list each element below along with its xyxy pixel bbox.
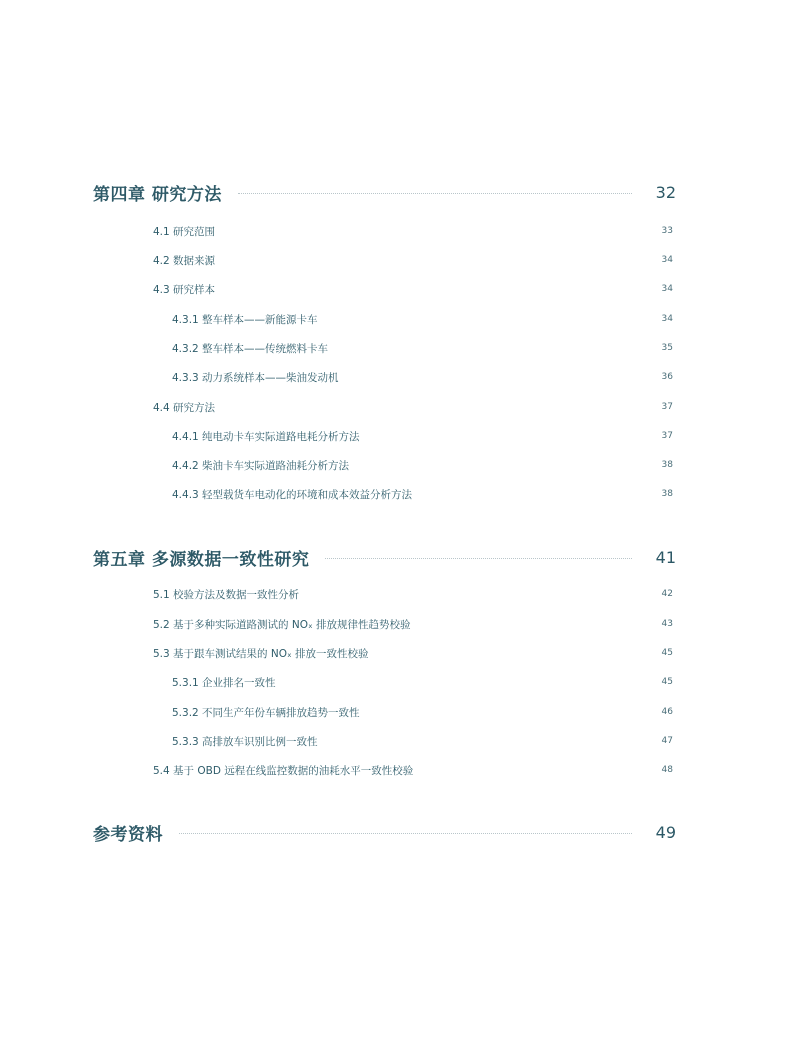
entry-title: 4.4.1 纯电动卡车实际道路电耗分析方法 <box>172 430 360 443</box>
entry-page-number: 45 <box>661 677 673 687</box>
toc-entry-5-3-1[interactable] <box>172 673 673 691</box>
entry-title: 4.4 研究方法 <box>153 401 216 414</box>
toc-entry-4-4-1[interactable] <box>172 427 673 445</box>
entry-page-number: 47 <box>661 736 673 746</box>
toc-entry-4-2[interactable] <box>153 251 673 269</box>
chapter-title: 参考资料 <box>93 824 163 845</box>
entry-title: 5.4 基于 OBD 远程在线监控数据的油耗水平一致性校验 <box>153 764 414 777</box>
toc-entry-5-1[interactable] <box>153 585 673 603</box>
chapter-5-heading[interactable] <box>93 543 676 571</box>
toc-entry-4-3-2[interactable] <box>172 339 673 357</box>
toc-entry-5-3-2[interactable] <box>172 703 673 721</box>
entry-page-number: 46 <box>661 707 673 717</box>
entry-title: 5.3 基于跟车测试结果的 NOₓ 排放一致性校验 <box>153 647 369 660</box>
toc-entry-5-3-3[interactable] <box>172 732 673 750</box>
entry-title: 5.1 校验方法及数据一致性分析 <box>153 588 300 601</box>
toc-entry-4-3-3[interactable] <box>172 368 673 386</box>
toc-entry-4-4-3[interactable] <box>172 485 673 503</box>
chapter-page-number: 32 <box>655 182 676 202</box>
chapter-title: 第四章 研究方法 <box>93 184 222 205</box>
entry-page-number: 34 <box>661 284 673 294</box>
entry-page-number: 36 <box>661 372 673 382</box>
toc-entry-4-3[interactable] <box>153 280 673 298</box>
entry-page-number: 38 <box>661 460 673 470</box>
entry-page-number: 33 <box>661 226 673 236</box>
entry-page-number: 38 <box>661 489 673 499</box>
dot-leader <box>325 558 632 559</box>
toc-entry-4-1[interactable] <box>153 222 673 240</box>
toc-entry-4-3-1[interactable] <box>172 310 673 328</box>
entry-page-number: 48 <box>661 765 673 775</box>
entry-page-number: 34 <box>661 255 673 265</box>
toc-entry-5-3[interactable] <box>153 644 673 662</box>
entry-title: 5.3.1 企业排名一致性 <box>172 676 276 689</box>
chapter-page-number: 41 <box>655 547 676 567</box>
entry-page-number: 45 <box>661 648 673 658</box>
entry-page-number: 35 <box>661 343 673 353</box>
entry-title: 4.3.3 动力系统样本——柴油发动机 <box>172 371 339 384</box>
toc-entry-5-2[interactable] <box>153 615 673 633</box>
entry-title: 4.3 研究样本 <box>153 283 216 296</box>
dot-leader <box>238 193 632 194</box>
entry-title: 4.3.2 整车样本——传统燃料卡车 <box>172 342 329 355</box>
toc-entry-5-4[interactable] <box>153 761 673 779</box>
toc-entry-4-4-2[interactable] <box>172 456 673 474</box>
chapter-4-heading[interactable] <box>93 178 676 206</box>
entry-title: 4.2 数据来源 <box>153 254 216 267</box>
entry-title: 4.3.1 整车样本——新能源卡车 <box>172 313 318 326</box>
dot-leader <box>179 833 632 834</box>
entry-page-number: 42 <box>661 589 673 599</box>
entry-page-number: 37 <box>661 402 673 412</box>
entry-page-number: 43 <box>661 619 673 629</box>
entry-title: 4.1 研究范围 <box>153 225 216 238</box>
chapter-page-number: 49 <box>655 822 676 842</box>
entry-page-number: 34 <box>661 314 673 324</box>
references-heading[interactable] <box>93 818 676 846</box>
entry-title: 5.3.3 高排放车识别比例一致性 <box>172 735 318 748</box>
entry-page-number: 37 <box>661 431 673 441</box>
entry-title: 5.2 基于多种实际道路测试的 NOₓ 排放规律性趋势校验 <box>153 618 411 631</box>
entry-title: 4.4.3 轻型载货车电动化的环境和成本效益分析方法 <box>172 488 413 501</box>
chapter-title: 第五章 多源数据一致性研究 <box>93 549 310 570</box>
entry-title: 4.4.2 柴油卡车实际道路油耗分析方法 <box>172 459 350 472</box>
toc-entry-4-4[interactable] <box>153 398 673 416</box>
entry-title: 5.3.2 不同生产年份车辆排放趋势一致性 <box>172 706 360 719</box>
